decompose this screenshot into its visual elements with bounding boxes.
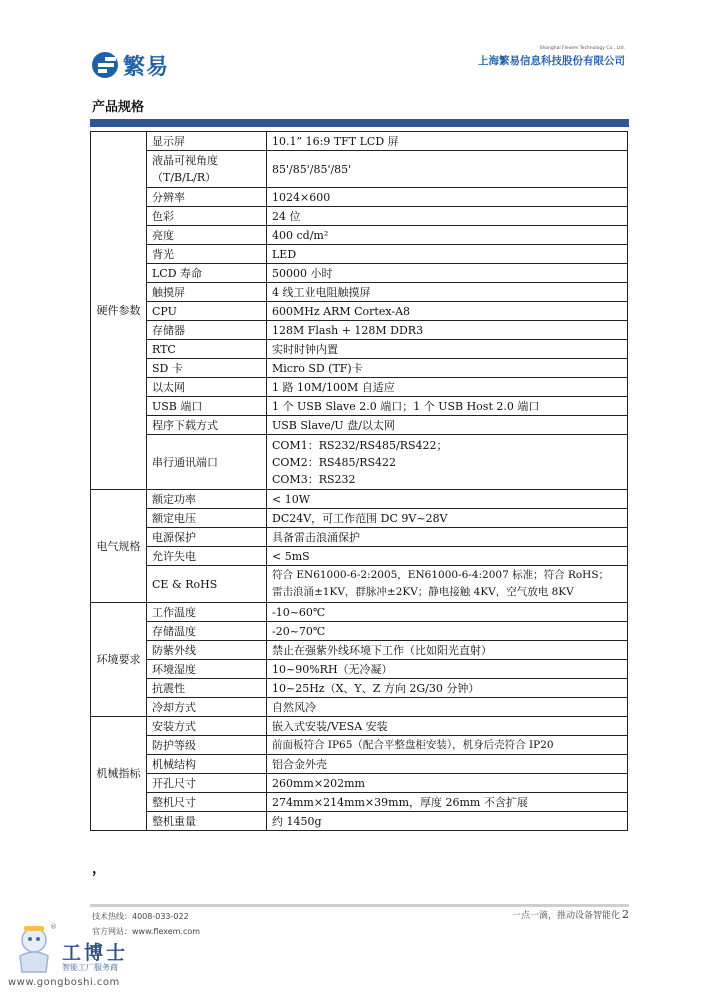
table-row <box>91 698 628 717</box>
spec-value: 1 个 USB Slave 2.0 端口；1 个 USB Host 2.0 端口 <box>267 397 628 416</box>
table-row <box>91 378 628 397</box>
spec-value: < 5mS <box>267 547 628 566</box>
slogan-text: 一点一滴，推动设备智能化 <box>511 911 620 921</box>
spec-label: 机械结构 <box>147 755 267 774</box>
spec-value: 128M Flash + 128M DDR3 <box>267 321 628 340</box>
table-row <box>91 207 628 226</box>
table-row <box>91 264 628 283</box>
company-block <box>478 46 625 68</box>
spec-label: 液晶可视角度（T/B/L/R） <box>147 151 267 188</box>
table-row <box>91 283 628 302</box>
table-row <box>91 359 628 378</box>
watermark-brand: 工博士 <box>62 942 129 964</box>
serial-line: COM1：RS232/RS485/RS422； <box>272 438 448 452</box>
spec-value: 自然风冷 <box>267 698 628 717</box>
registered-mark: ® <box>50 923 57 931</box>
table-row <box>91 755 628 774</box>
spec-label: 额定电压 <box>147 509 267 528</box>
table-row <box>91 622 628 641</box>
spec-label: CPU <box>147 302 267 321</box>
section-title: 产品规格 <box>92 100 145 115</box>
spec-label: 整机尺寸 <box>147 793 267 812</box>
table-row <box>91 660 628 679</box>
spec-value: DC24V，可工作范围 DC 9V~28V <box>267 509 628 528</box>
table-row <box>91 547 628 566</box>
spec-value: 10.1” 16:9 TFT LCD 屏 <box>267 132 628 151</box>
spec-label: 串行通讯端口 <box>147 435 267 490</box>
spec-value: Micro SD (TF)卡 <box>267 359 628 378</box>
table-row <box>91 226 628 245</box>
table-row <box>91 679 628 698</box>
stray-comma: ， <box>92 861 106 877</box>
spec-label: RTC <box>147 340 267 359</box>
spec-value: -10~60℃ <box>267 603 628 622</box>
table-row <box>91 188 628 207</box>
serial-line: COM2：RS485/RS422 <box>272 455 397 469</box>
table-row <box>91 736 628 755</box>
spec-label: 环境湿度 <box>147 660 267 679</box>
spec-value: 85'/85'/85'/85' <box>267 151 628 188</box>
table-row <box>91 321 628 340</box>
spec-label: 以太网 <box>147 378 267 397</box>
spec-label: 电源保护 <box>147 528 267 547</box>
spec-label: 安装方式 <box>147 717 267 736</box>
table-row <box>91 151 628 188</box>
spec-label: 抗震性 <box>147 679 267 698</box>
spec-value-multiline <box>267 435 628 490</box>
serial-line: COM3：RS232 <box>272 472 356 486</box>
spec-label: SD 卡 <box>147 359 267 378</box>
spec-value: 前面板符合 IP65（配合平整盘柜安装），机身后壳符合 IP20 <box>267 736 628 755</box>
spec-label: 存储温度 <box>147 622 267 641</box>
spec-value: 260mm×202mm <box>267 774 628 793</box>
spec-label: 分辨率 <box>147 188 267 207</box>
spec-table <box>90 131 628 831</box>
table-row <box>91 812 628 831</box>
spec-value: 600MHz ARM Cortex-A8 <box>267 302 628 321</box>
company-name-cn: 上海繁易信息科技股份有限公司 <box>478 55 625 67</box>
watermark-url: www.gongboshi.com <box>8 977 120 988</box>
spec-label: 工作温度 <box>147 603 267 622</box>
table-row <box>91 302 628 321</box>
spec-label: 显示屏 <box>147 132 267 151</box>
footer-hotline: 技术热线：4008-033-022 <box>92 912 189 921</box>
spec-value: 24 位 <box>267 207 628 226</box>
spec-label: 程序下载方式 <box>147 416 267 435</box>
spec-label: 防护等级 <box>147 736 267 755</box>
footer-divider <box>90 904 629 907</box>
spec-label: 存储器 <box>147 321 267 340</box>
table-row <box>91 641 628 660</box>
table-row <box>91 416 628 435</box>
spec-label: 背光 <box>147 245 267 264</box>
category-cell: 硬件参数 <box>91 132 147 490</box>
brand-logo <box>90 48 169 82</box>
category-cell: 电气规格 <box>91 490 147 603</box>
spec-value: 1024×600 <box>267 188 628 207</box>
table-row <box>91 528 628 547</box>
spec-value: 约 1450g <box>267 812 628 831</box>
spec-value-multiline <box>267 566 628 603</box>
spec-label: 整机重量 <box>147 812 267 831</box>
spec-label: LCD 寿命 <box>147 264 267 283</box>
spec-value: 具备雷击浪涌保护 <box>267 528 628 547</box>
spec-label: 亮度 <box>147 226 267 245</box>
spec-label: 触摸屏 <box>147 283 267 302</box>
spec-value: 4 线工业电阻触摸屏 <box>267 283 628 302</box>
category-cell: 机械指标 <box>91 717 147 831</box>
ce-line: 符合 EN61000-6-2:2005，EN61000-6-4:2007 标准；符合 RoHS； <box>272 569 610 581</box>
brand-name: 繁易 <box>123 54 170 80</box>
spec-value: < 10W <box>267 490 628 509</box>
spec-label: 冷却方式 <box>147 698 267 717</box>
watermark-subtitle: 智能工厂服务商 <box>62 963 118 972</box>
spec-value: 铝合金外壳 <box>267 755 628 774</box>
spec-value: 400 cd/m² <box>267 226 628 245</box>
spec-value: -20~70℃ <box>267 622 628 641</box>
spec-value: 嵌入式安装/VESA 安装 <box>267 717 628 736</box>
footer-slogan <box>512 908 629 921</box>
spec-label: 色彩 <box>147 207 267 226</box>
spec-value: LED <box>267 245 628 264</box>
spec-value: USB Slave/U 盘/以太网 <box>267 416 628 435</box>
spec-value: 实时时钟内置 <box>267 340 628 359</box>
spec-label: 开孔尺寸 <box>147 774 267 793</box>
spec-value: 10~90%RH（无冷凝） <box>267 660 628 679</box>
spec-label: 额定功率 <box>147 490 267 509</box>
table-row <box>91 245 628 264</box>
table-row <box>91 774 628 793</box>
table-row <box>91 490 628 509</box>
spec-value: 274mm×214mm×39mm，厚度 26mm 不含扩展 <box>267 793 628 812</box>
spec-value: 1 路 10M/100M 自适应 <box>267 378 628 397</box>
table-row <box>91 566 628 603</box>
spec-value: 禁止在强紫外线环境下工作（比如阳光直射） <box>267 641 628 660</box>
company-name-en: Shanghai Flexem Technology Co., Ltd. <box>539 46 625 51</box>
spec-value: 50000 小时 <box>267 264 628 283</box>
page-number: 2 <box>622 908 629 921</box>
title-divider-bar <box>90 119 629 127</box>
table-row <box>91 603 628 622</box>
spec-label: USB 端口 <box>147 397 267 416</box>
table-row <box>91 509 628 528</box>
table-row <box>91 793 628 812</box>
footer-website: 官方网站：www.flexem.com <box>92 927 201 936</box>
spec-label: 允许失电 <box>147 547 267 566</box>
ce-line: 雷击浪涌±1KV，群脉冲±2KV；静电接触 4KV，空气放电 8KV <box>272 586 574 598</box>
spec-label: CE & RoHS <box>147 566 267 603</box>
spec-label: 防紫外线 <box>147 641 267 660</box>
flexem-logo-icon <box>90 50 120 80</box>
table-row <box>91 397 628 416</box>
spec-value: 10~25Hz（X、Y、Z 方向 2G/30 分钟） <box>267 679 628 698</box>
category-cell: 环境要求 <box>91 603 147 717</box>
table-row <box>91 132 628 151</box>
table-row <box>91 717 628 736</box>
table-row <box>91 435 628 490</box>
table-row <box>91 340 628 359</box>
